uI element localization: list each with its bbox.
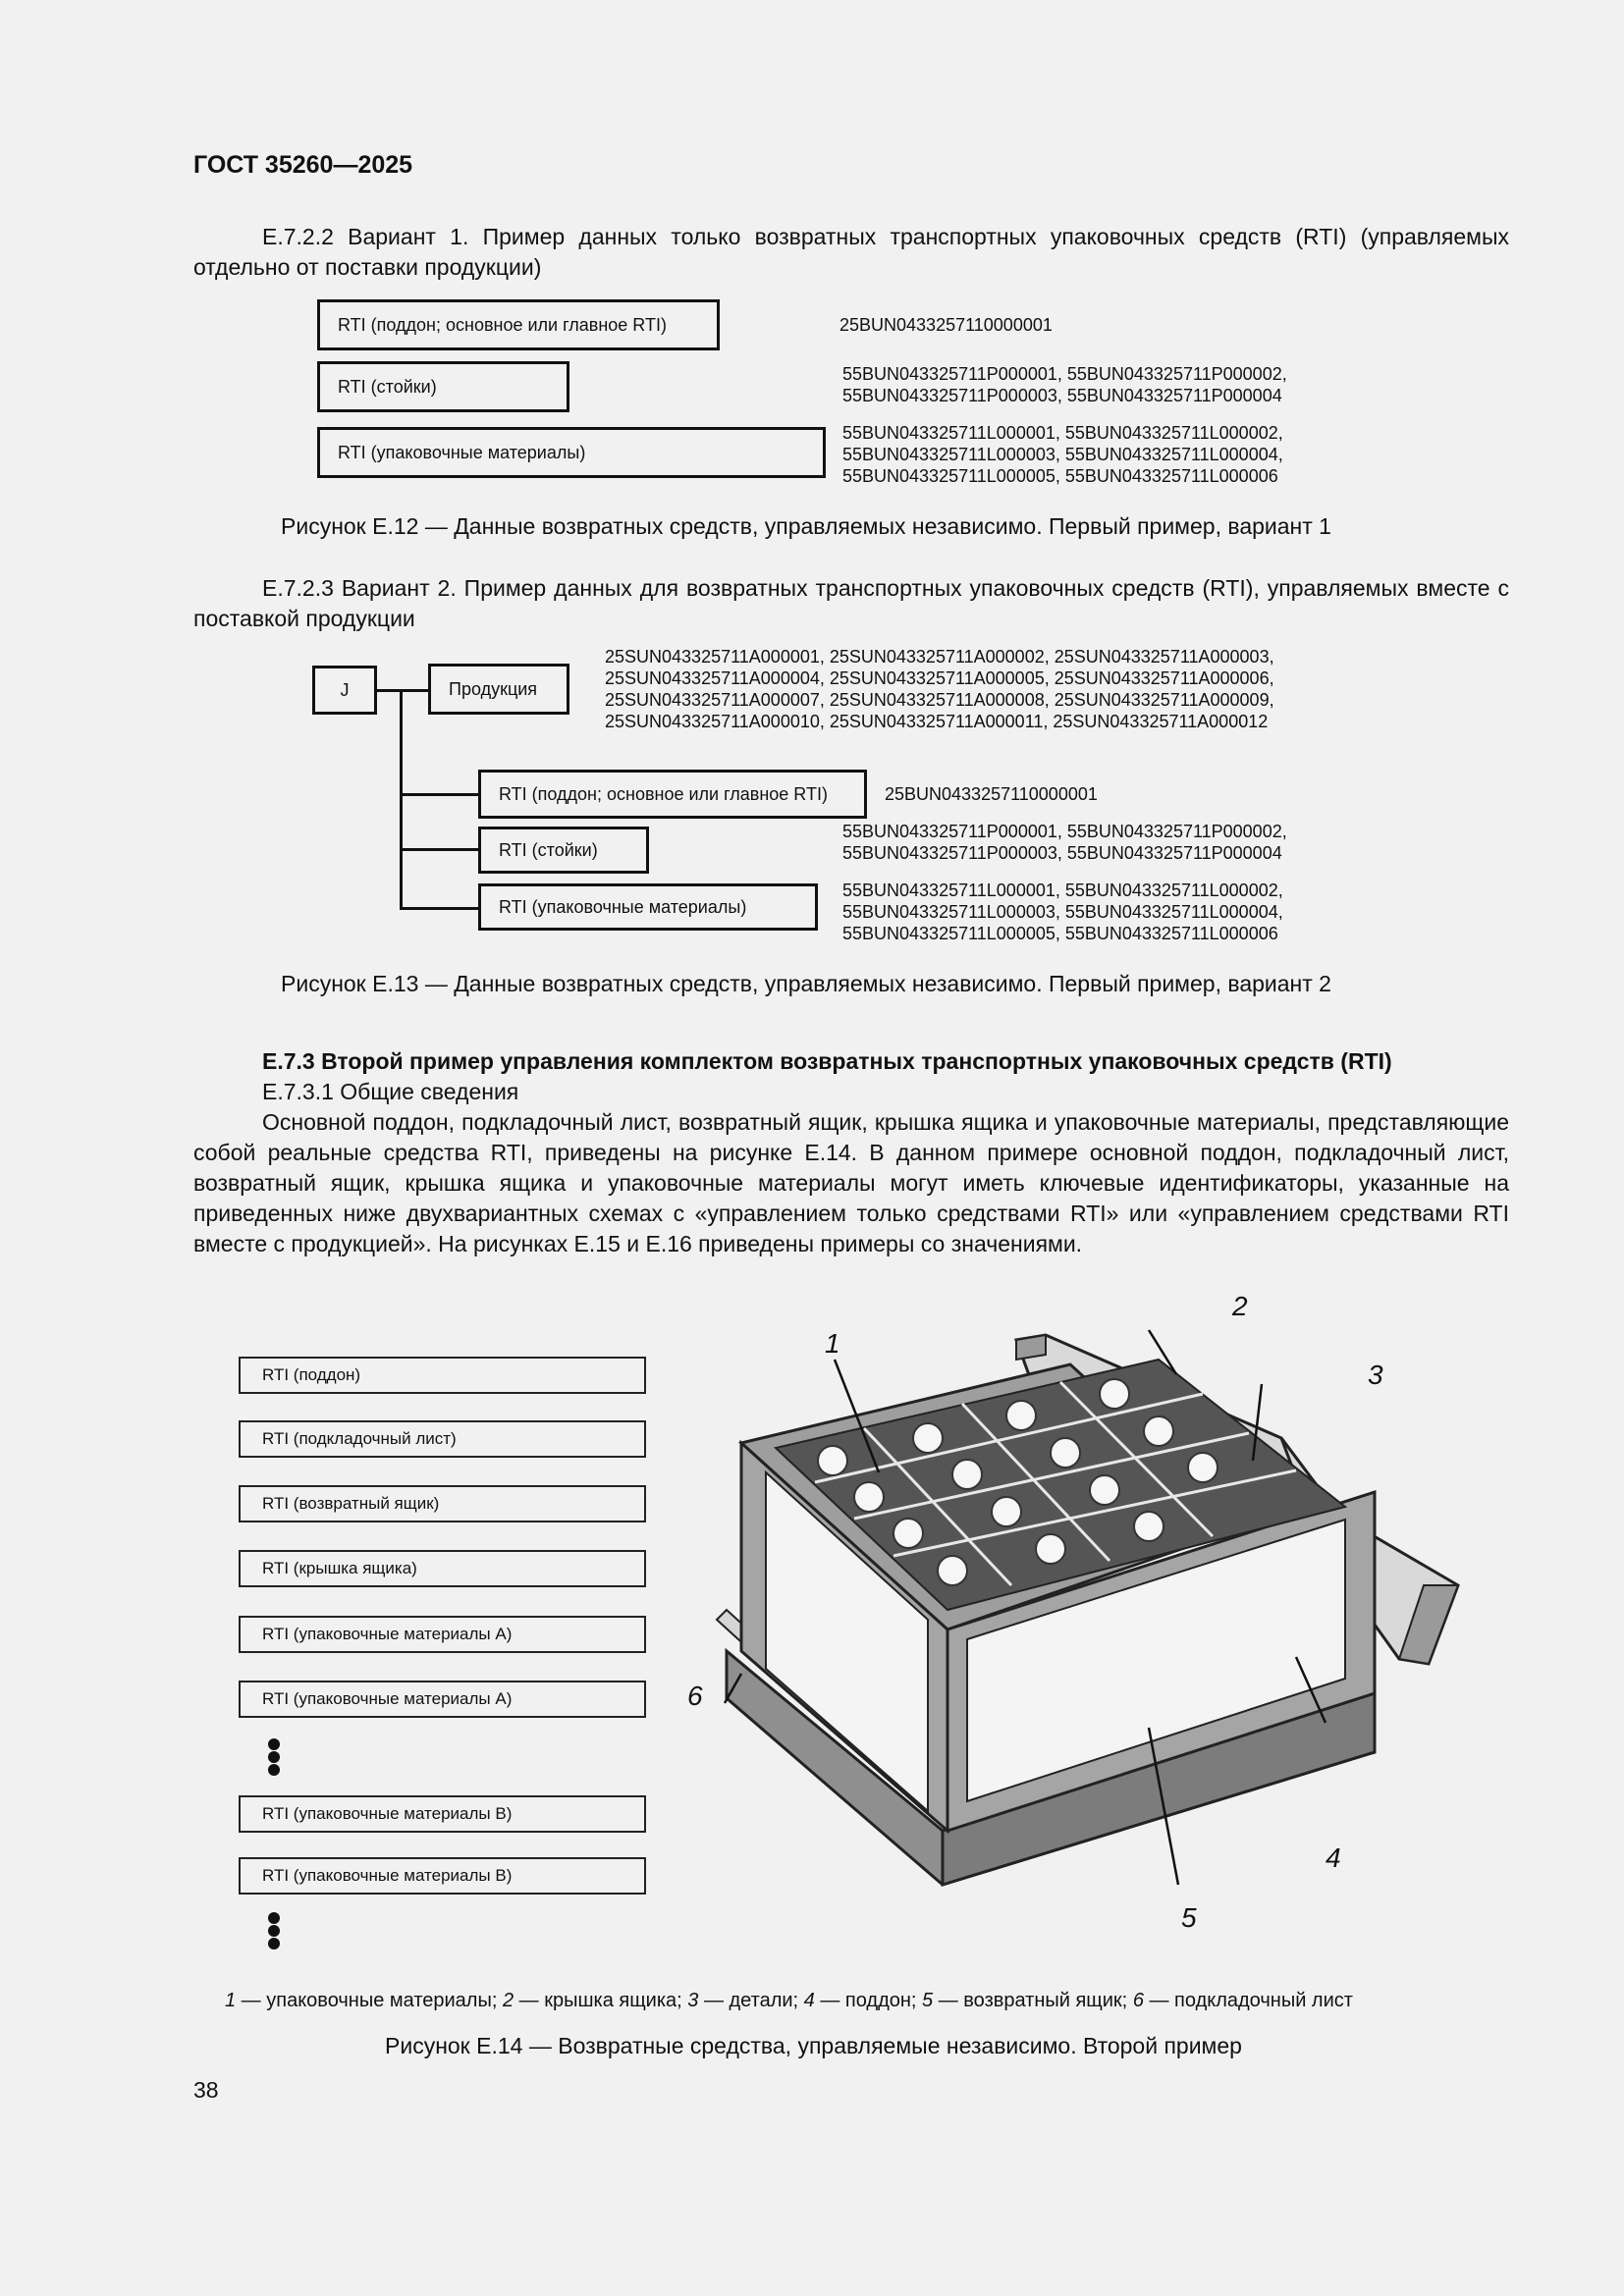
tree-branch-line xyxy=(400,793,478,796)
pallet-code: 25BUN0433257110000001 xyxy=(839,315,1053,335)
box-label: RTI (упаковочные материалы) xyxy=(499,896,747,917)
callout-4: 4 xyxy=(1326,1842,1341,1873)
rti-pallet-box-2 xyxy=(478,770,867,819)
fig14-list-item: RTI (поддон) xyxy=(239,1357,646,1394)
ellipsis-dot xyxy=(268,1738,280,1750)
ellipsis-dot xyxy=(268,1938,280,1949)
section-e73-heading: Е.7.3 Второй пример управления комплектом возвратных транспортных упаковочных средств (RTI) xyxy=(262,1048,1392,1074)
page-number: 38 xyxy=(193,2077,219,2103)
callout-2: 2 xyxy=(1232,1291,1248,1321)
figure-e14-legend: 1 — упаковочные материалы; 2 — крышка ящика; 3 — детали; 4 — поддон; 5 — возвратный ящик; 6 — подкладочный лист xyxy=(225,1990,1353,2011)
fig14-list-item: RTI (упаковочные материалы A) xyxy=(239,1681,646,1718)
fig14-list-item: RTI (возвратный ящик) xyxy=(239,1485,646,1522)
callout-3: 3 xyxy=(1368,1360,1383,1390)
box-label: RTI (поддон; основное или главное RTI) xyxy=(499,783,828,804)
section-e731-subheading: Е.7.3.1 Общие сведения xyxy=(262,1079,519,1104)
packing-codes: 55BUN043325711L000001, 55BUN043325711L000002, 55BUN043325711L000003, 55BUN043325711L000004, 55BUN043325711L000005, 55BUN043325711L000006 xyxy=(842,423,1283,486)
section-e731-body: Основной поддон, подкладочный лист, возвратный ящик, крышка ящика и упаковочные материалы, представляющие собой реальные средства RTI, приведены на рисунке Е.14. В данном примере основной поддон, подкладочный лист, возвратный ящик, крышка ящика и упаковочные материалы могут иметь ключевые идентификаторы, указанные на приведенных ниже двухвариантных схемах с «управлением только средствами RTI» или «управлением средствами RTI вместе с продукцией». На рисунках Е.15 и Е.16 приведены примеры со значениями. xyxy=(193,1109,1509,1256)
fig14-list-item: RTI (упаковочные материалы A) xyxy=(239,1616,646,1653)
packing-codes-2: 55BUN043325711L000001, 55BUN043325711L000002, 55BUN043325711L000003, 55BUN043325711L000004, 55BUN043325711L000005, 55BUN043325711L000006 xyxy=(842,881,1283,943)
callout-5: 5 xyxy=(1181,1902,1197,1933)
rti-racks-box xyxy=(317,361,569,412)
ellipsis-dot xyxy=(268,1751,280,1763)
j-label: J xyxy=(340,679,350,700)
ellipsis-dot xyxy=(268,1912,280,1924)
figure-e12-caption: Рисунок Е.12 — Данные возвратных средств, управляемых независимо. Первый пример, вариант 1 xyxy=(281,513,1331,539)
fig14-list-item: RTI (упаковочные материалы B) xyxy=(239,1857,646,1895)
rti-packing-box xyxy=(317,427,826,478)
product-codes: 25SUN043325711A000001, 25SUN043325711A000002, 25SUN043325711A000003, 25SUN043325711A000004, 25SUN043325711A000005, 25SUN043325711A000006, 25SUN043325711A000007, 25SUN043325711A000008, 25SUN043325711A000009, 25SUN043325711A000010, 25SUN043325711A000011, 25SUN043325711A000012 xyxy=(605,647,1274,731)
connector-line xyxy=(377,689,428,692)
pallet-code-2: 25BUN0433257110000001 xyxy=(885,784,1098,804)
section-e722-text: Е.7.2.2 Вариант 1. Пример данных только возвратных транспортных упаковочных средств (RTI) (управляемых отдельно от поставки продукции) xyxy=(193,224,1509,280)
tree-trunk-line xyxy=(400,689,403,910)
section-e723-text: Е.7.2.3 Вариант 2. Пример данных для возвратных транспортных упаковочных средств (RTI), управляемых вместе с поставкой продукции xyxy=(193,575,1509,631)
figure-e14-caption: Рисунок Е.14 — Возвратные средства, управляемые независимо. Второй пример xyxy=(385,2033,1242,2058)
fig14-list-item: RTI (крышка ящика) xyxy=(239,1550,646,1587)
fig14-list-item: RTI (упаковочные материалы B) xyxy=(239,1795,646,1833)
callout-6: 6 xyxy=(687,1681,703,1711)
box-label: RTI (стойки) xyxy=(338,376,437,397)
returnable-box-illustration xyxy=(668,1286,1512,1963)
ellipsis-dot xyxy=(268,1764,280,1776)
rti-pallet-box xyxy=(317,299,720,350)
box-label: RTI (стойки) xyxy=(499,839,598,860)
tree-branch-line xyxy=(400,848,478,851)
racks-codes-2: 55BUN043325711P000001, 55BUN043325711P000002, 55BUN043325711P000003, 55BUN043325711P000004 xyxy=(842,822,1287,863)
box-label: RTI (поддон; основное или главное RTI) xyxy=(338,314,667,335)
product-box xyxy=(428,664,569,715)
j-box xyxy=(312,666,377,715)
racks-codes: 55BUN043325711P000001, 55BUN043325711P000002, 55BUN043325711P000003, 55BUN043325711P000004 xyxy=(842,364,1287,405)
tree-branch-line xyxy=(400,907,478,910)
fig14-list-item: RTI (подкладочный лист) xyxy=(239,1420,646,1458)
rti-racks-box-2 xyxy=(478,827,649,874)
ellipsis-dot xyxy=(268,1925,280,1937)
product-label: Продукция xyxy=(449,678,538,699)
figure-e13-caption: Рисунок Е.13 — Данные возвратных средств, управляемых независимо. Первый пример, вариант 2 xyxy=(281,971,1331,996)
document-id: ГОСТ 35260—2025 xyxy=(193,151,413,179)
callout-1: 1 xyxy=(825,1328,840,1359)
rti-packing-box-2 xyxy=(478,883,818,931)
box-label: RTI (упаковочные материалы) xyxy=(338,442,586,462)
